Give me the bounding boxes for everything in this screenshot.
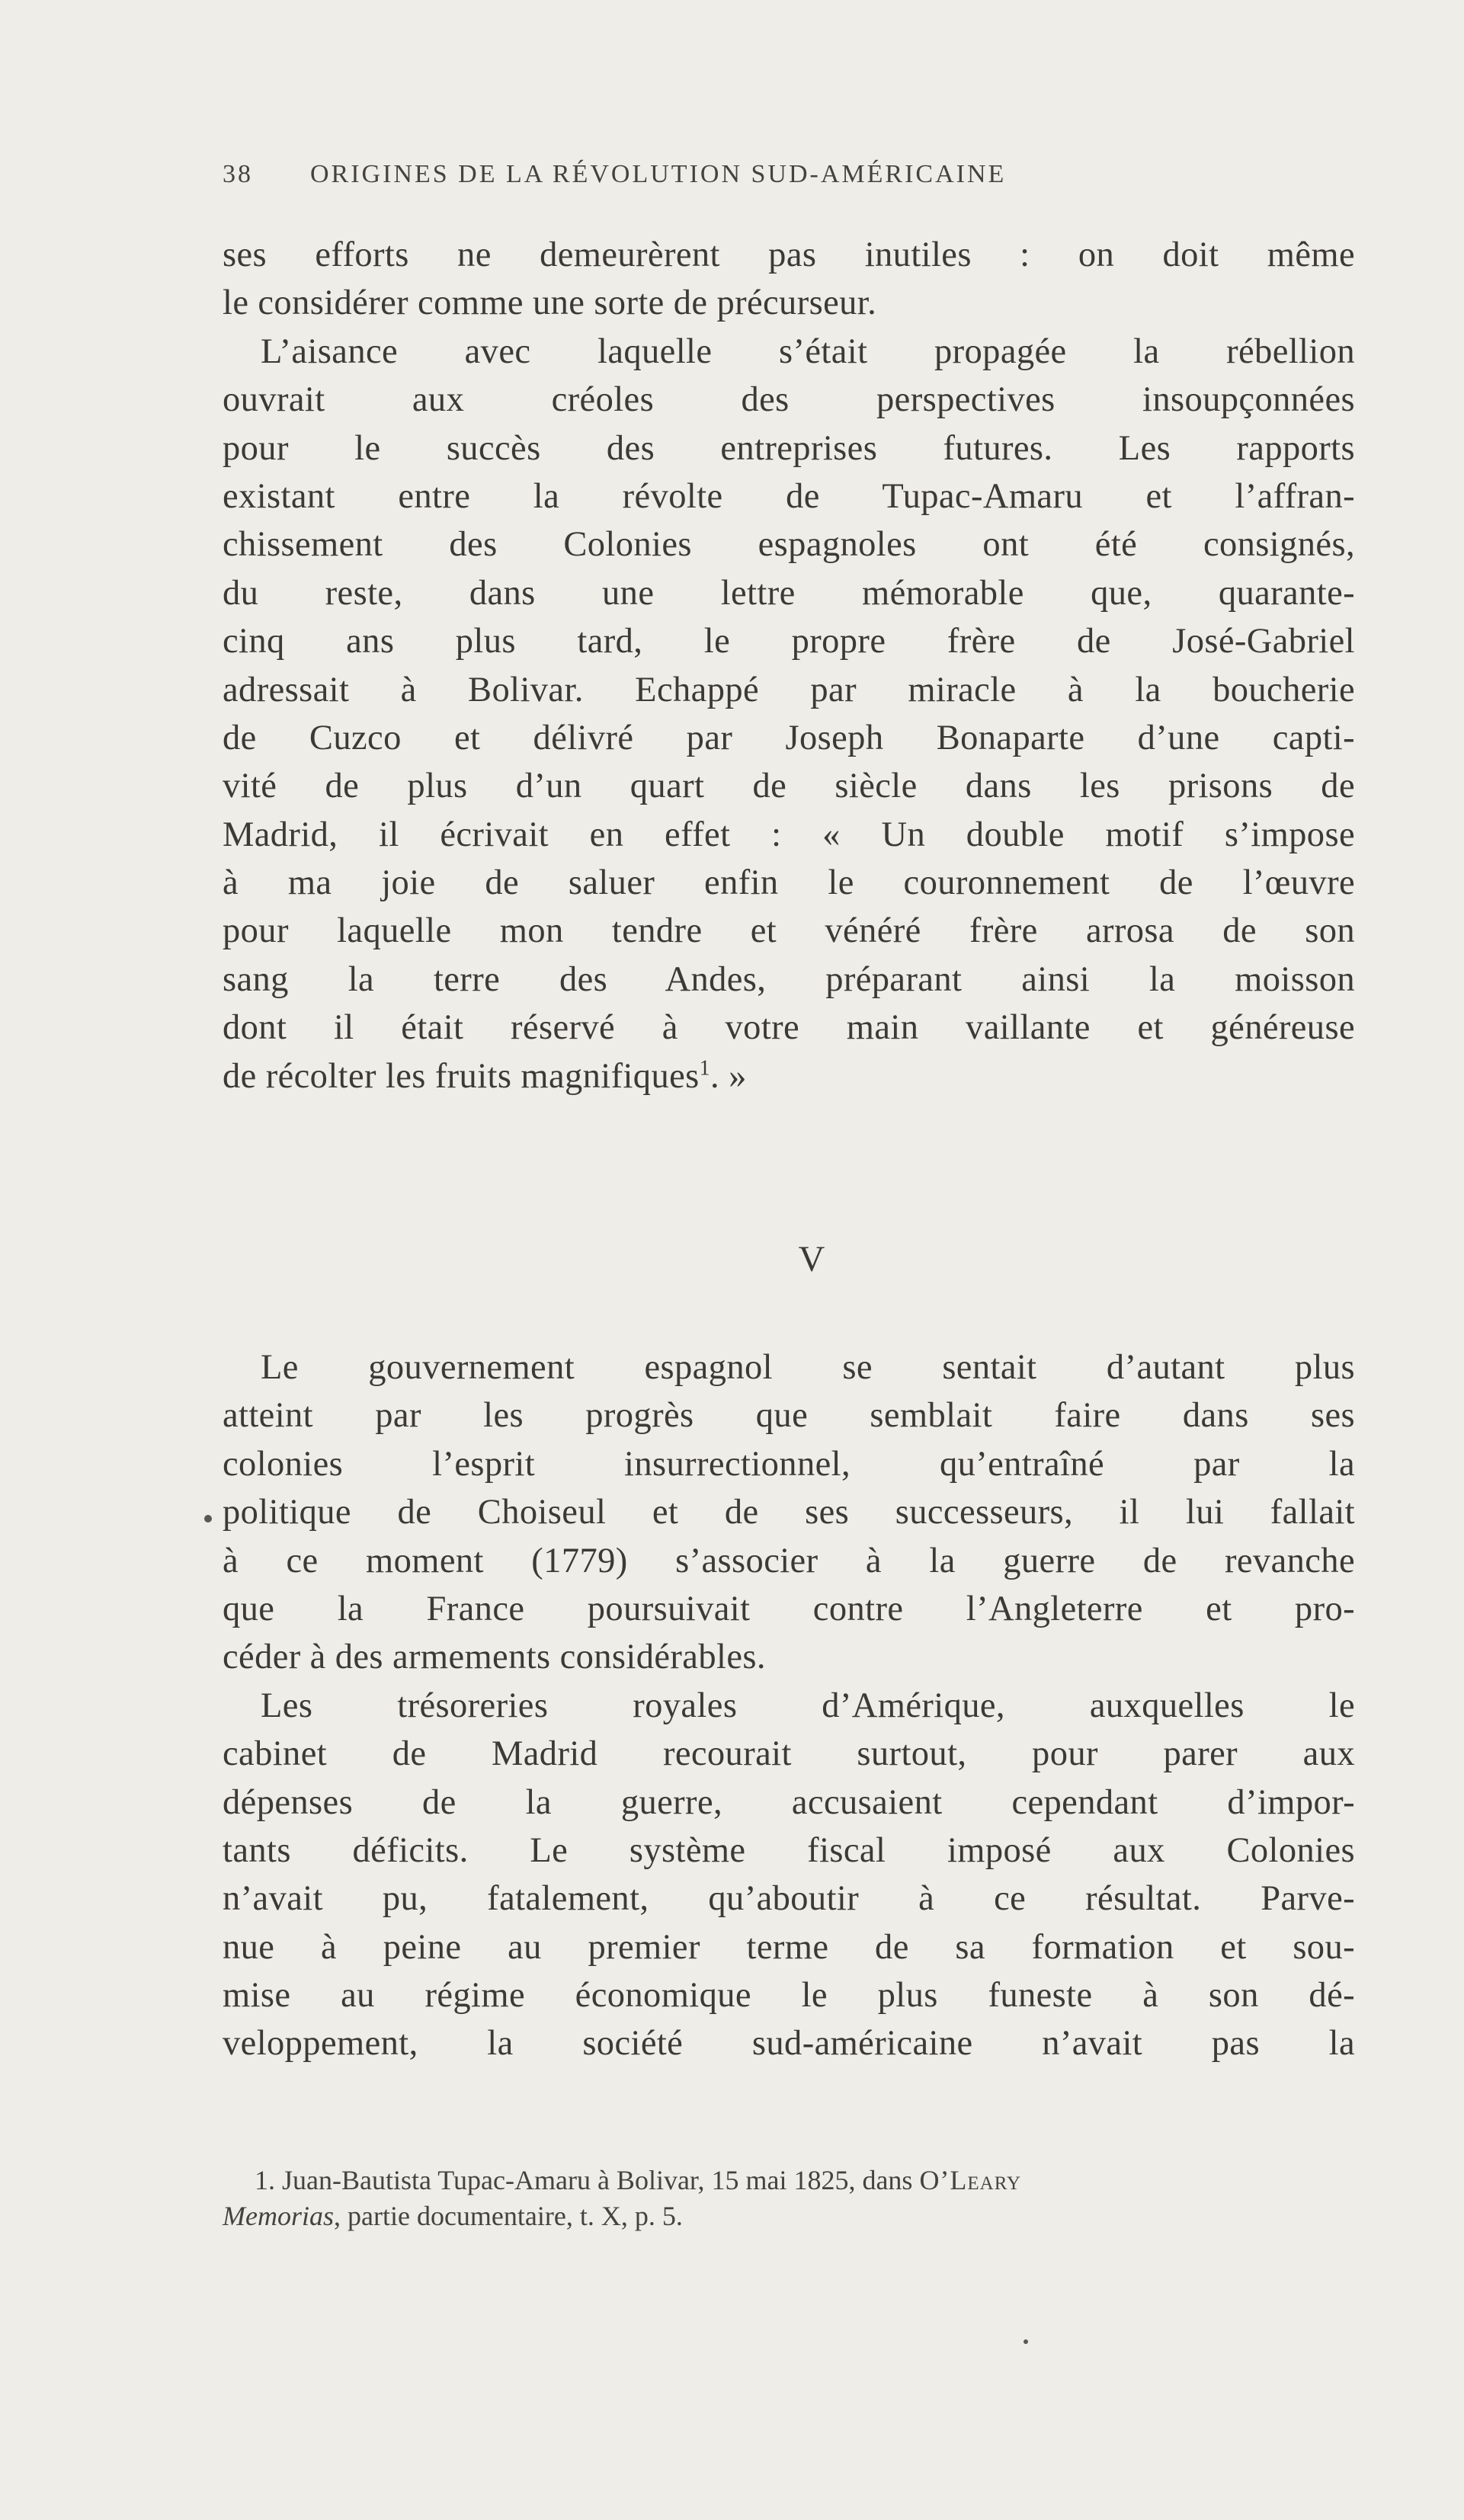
running-title: ORIGINES DE LA RÉVOLUTION SUD-AMÉRICAINE [310, 160, 1007, 188]
footnote [223, 2163, 1355, 2234]
footnote-author: O’Leary [919, 2165, 1022, 2195]
text-line: pour laquelle mon tendre et vénéré frère arrosa de son [223, 911, 1355, 951]
text-line: dont il était réservé à votre main vaillante et généreuse [223, 1008, 1355, 1048]
text-line: adressait à Bolivar. Echappé par miracle à la boucherie [223, 670, 1355, 709]
text-line: existant entre la révolte de Tupac-Amaru et l’affran- [223, 476, 1355, 516]
footnote-reference[interactable]: 1 [699, 1056, 711, 1081]
ink-speck [204, 1515, 212, 1523]
text-line: Madrid, il écrivait en effet : « Un double motif s’impose [223, 815, 1355, 854]
page-number: 38 [223, 160, 253, 188]
text-line: veloppement, la société sud-américaine n’avait pas la [223, 2024, 1355, 2064]
footnote-work-title: Memorias [223, 2201, 334, 2231]
text-line: ouvrait aux créoles des perspectives insoupçonnées [223, 380, 1355, 420]
text-line: cabinet de Madrid recourait surtout, pour parer aux [223, 1734, 1355, 1774]
text-line: tants déficits. Le système fiscal imposé aux Colonies [223, 1830, 1355, 1870]
footnote-text: Juan-Bautista Tupac-Amaru à Bolivar, 15 mai 1825, dans [282, 2165, 913, 2195]
text-line: vité de plus d’un quart de siècle dans les prisons de [223, 767, 1355, 806]
footnote-number: 1. [255, 2165, 275, 2195]
text-line: à ma joie de saluer enfin le couronnement de l’œuvre [223, 863, 1355, 903]
text-line-with-footnote [223, 1052, 1355, 1100]
text-line: ses efforts ne demeurèrent pas inutiles : on doit même [223, 235, 1355, 274]
text-line: cinq ans plus tard, le propre frère de José-Gabriel [223, 622, 1355, 661]
text-line: chissement des Colonies espagnoles ont été consignés, [223, 525, 1355, 565]
footnote-text: , partie documentaire, t. X, p. 5. [334, 2201, 683, 2231]
text-line: dépenses de la guerre, accusaient cependant d’impor- [223, 1782, 1355, 1822]
text-line: céder à des armements considérables. [223, 1638, 766, 1677]
text-line: le considérer comme une sorte de précurseur. [223, 283, 877, 323]
text-line: que la France poursuivait contre l’Angleterre et pro- [223, 1589, 1355, 1628]
text-line: sang la terre des Andes, préparant ainsi la moisson [223, 959, 1355, 999]
text-line: atteint par les progrès que semblait faire dans ses [223, 1396, 1355, 1436]
page-header [223, 160, 1244, 198]
text-line: à ce moment (1779) s’associer à la guerre de revanche [223, 1541, 1355, 1580]
text-line: mise au régime économique le plus funeste à son dé- [223, 1976, 1355, 2016]
text-line: colonies l’esprit insurrectionnel, qu’entraîné par la [223, 1444, 1355, 1484]
text-line: Le gouvernement espagnol se sentait d’autant plus [261, 1348, 1355, 1387]
text-line: politique de Choiseul et de ses successeurs, il lui fallait [223, 1493, 1355, 1532]
text-line: Les trésoreries royales d’Amérique, auxquelles le [261, 1686, 1355, 1725]
main-text-upper [223, 231, 1355, 1100]
text-line: n’avait pu, fatalement, qu’aboutir à ce résultat. Parve- [223, 1879, 1355, 1919]
text-line: de Cuzco et délivré par Joseph Bonaparte d’une capti- [223, 718, 1355, 757]
text-line: nue à peine au premier terme de sa formation et sou- [223, 1927, 1355, 1967]
text-fragment: . » [710, 1056, 747, 1096]
section-heading-numeral: V [798, 1239, 825, 1279]
footnote-line [223, 2198, 1355, 2234]
text-line: du reste, dans une lettre mémorable que, quarante- [223, 573, 1355, 613]
main-text-lower [223, 1343, 1355, 2068]
footnote-line [223, 2163, 1355, 2198]
text-fragment: de récolter les fruits magnifiques [223, 1056, 700, 1096]
text-line: L’aisance avec laquelle s’était propagée la rébellion [261, 331, 1355, 371]
text-line: pour le succès des entreprises futures. Les rapports [223, 428, 1355, 468]
ink-speck [1024, 2339, 1028, 2344]
